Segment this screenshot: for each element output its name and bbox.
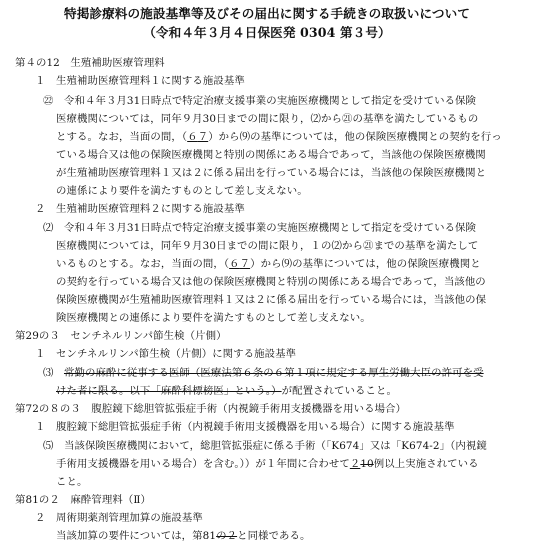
text-fragment: とする。なお，当面の間，（: [56, 131, 188, 143]
paragraph-number: ⑶: [43, 367, 64, 379]
document-subtitle: （令和４年３月４日保医発 0304 第３号）: [143, 25, 391, 40]
subheading-2: ２ 生殖補助医療管理料２に関する施設基準: [35, 203, 245, 215]
subheading-1: １ センチネルリンパ節生検（片側）に関する施設基準: [35, 348, 297, 360]
paragraph-2-line: ⑵ 令和４年３月31日時点で特定治療支援事業の実施医療機関として指定を受けている保険: [43, 222, 477, 234]
text-fragment: 例以上実施されている: [373, 458, 479, 470]
paragraph-3-line: [56, 382, 397, 400]
section-heading-72-8-3: 第72の８の３ 腹腔鏡下総胆管拡張症手術（内視鏡手術用支援機器を用いる場合）: [15, 403, 407, 415]
text-fragment: 当該加算の要件については，第81: [56, 530, 217, 542]
paragraph-3-line: [43, 364, 484, 382]
paragraph-2-line: 険医療機関との連係により要件を満たすものとして差し支えない。: [56, 312, 371, 324]
text-fragment: が配置されていること。: [281, 385, 397, 397]
section-heading-4-12: 第４の12 生殖補助医療管理料: [15, 57, 165, 69]
paragraph-2-line: 医療機関については，同年９月30日までの間に限り，１の⑵から㉑までの基準を満たして: [56, 240, 479, 252]
subheading-2: ２ 周術期薬剤管理加算の施設基準: [35, 512, 203, 524]
subheading-1: １ 生殖補助医療管理料１に関する施設基準: [35, 75, 245, 87]
text-fragment: いるものとする。なお，当面の間，（: [56, 258, 230, 270]
document-title: 特掲診療料の施設基準等及びその届出に関する手続きの取扱いについて: [64, 6, 470, 21]
struck-number: 10: [360, 458, 374, 470]
text-fragment: 手術用支援機器を用いる場合）を含む。））が１年間に合わせて: [56, 458, 350, 470]
text-fragment: と同様である。: [237, 530, 311, 542]
paragraph-22-line: 医療機関については，同年９月30日までの間に限り，⑵から㉑の基準を満たしているもの: [56, 113, 479, 125]
paragraph-5-line: ⑸ 当該保険医療機関において，総胆管拡張症に係る手術（「K674」又は「K674-2」（内視鏡: [43, 440, 487, 452]
text-fragment: ）から⑼の基準については，他の保険医療機関との契約を行っ: [208, 131, 502, 143]
underlined-number: ７: [239, 258, 251, 270]
struck-number: ６: [187, 131, 198, 143]
paragraph-22-line: [56, 128, 502, 146]
paragraph-22-line: ㉒ 令和４年３月31日時点で特定治療支援事業の実施医療機関として指定を受けている保険: [43, 95, 477, 107]
paragraph-5-line: こと。: [56, 476, 88, 488]
underlined-number: ２: [349, 458, 361, 470]
subheading-1: １ 腹腔鏡下総胆管拡張症手術（内視鏡手術用支援機器を用いる場合）に関する施設基準: [35, 421, 455, 433]
paragraph-2-line: 保険医療機関が生殖補助医療管理料１又は２に係る届出を行っている場合には，当該他の保: [56, 294, 487, 306]
paragraph-2-line: [56, 255, 481, 273]
struck-text: けた者に限る。以下「麻酔科標榜医」という。）: [56, 385, 282, 397]
paragraph-line: [56, 527, 311, 545]
paragraph-22-line: の連係により要件を満たすものとして差し支えない。: [56, 185, 308, 197]
section-heading-29-3: 第29の３ センチネルリンパ節生検（片側）: [15, 330, 227, 342]
struck-number: ６: [229, 258, 240, 270]
paragraph-22-line: が生殖補助医療管理料１又は２に係る届出を行っている場合には，当該他の保険医療機関と: [56, 167, 487, 179]
paragraph-22-line: ている場合又は他の保険医療機関と特別の関係にある場合であって，当該他の保険医療機関: [56, 149, 486, 161]
struck-text: の２: [216, 530, 238, 542]
text-fragment: ）から⑼の基準については，他の保険医療機関と: [250, 258, 481, 270]
paragraph-5-line: [56, 455, 479, 473]
section-heading-81-2: 第81の２ 麻酔管理料（Ⅱ）: [15, 494, 151, 506]
underlined-number: ７: [197, 131, 209, 143]
struck-text: 常勤の麻酔に従事する医師（医療法第６条の６第１項に規定する厚生労働大臣の許可を受: [63, 367, 484, 379]
paragraph-2-line: の契約を行っている場合又は他の保険医療機関と特別の関係にある場合であって，当該他の: [56, 276, 486, 288]
